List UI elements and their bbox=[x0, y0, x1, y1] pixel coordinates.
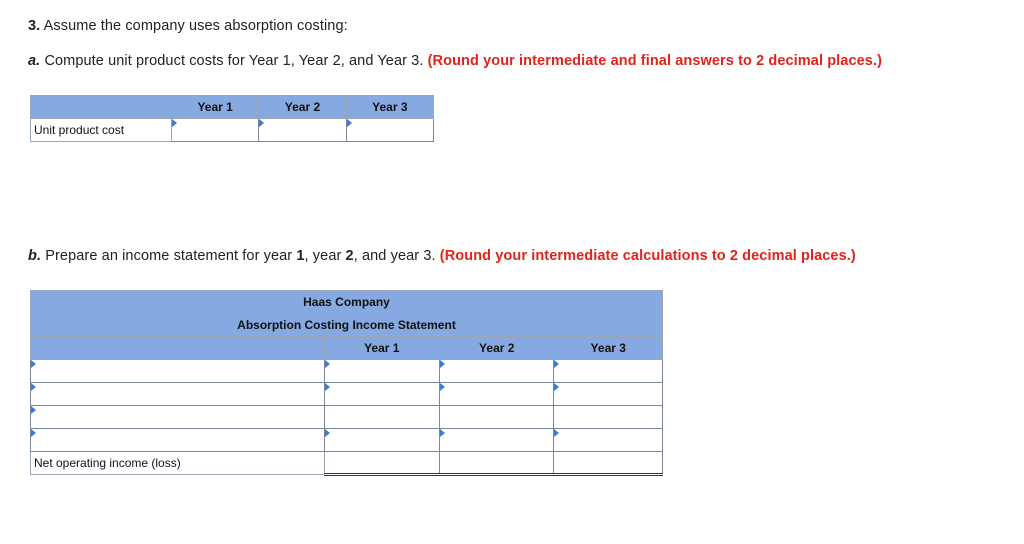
dropdown-marker-icon bbox=[31, 406, 36, 414]
part-a-rounding-note: (Round your intermediate and final answers to 2 decimal places.) bbox=[427, 53, 883, 69]
input-marker-icon bbox=[554, 429, 559, 437]
part-a-text: Compute unit product costs for Year 1, Year 2, and Year 3. bbox=[44, 53, 424, 69]
company-name: Haas Company bbox=[31, 291, 663, 314]
row1-year2-input[interactable] bbox=[440, 360, 554, 383]
line-item-select[interactable] bbox=[31, 406, 325, 429]
line-item-select[interactable] bbox=[31, 429, 325, 452]
unit-cost-table bbox=[30, 95, 434, 142]
table-a-corner bbox=[31, 96, 172, 119]
table-b-col-year2: Year 2 bbox=[440, 337, 554, 360]
part-b-year2: 2 bbox=[345, 248, 354, 264]
net-income-year3-field[interactable] bbox=[554, 455, 662, 471]
line-item-select[interactable] bbox=[31, 383, 325, 406]
table-a-col-year1: Year 1 bbox=[171, 96, 258, 119]
row1-year1-field[interactable] bbox=[325, 363, 439, 379]
input-marker-icon bbox=[440, 383, 445, 391]
row3-year1-field[interactable] bbox=[325, 409, 439, 425]
statement-title: Absorption Costing Income Statement bbox=[31, 314, 663, 337]
input-marker-icon bbox=[325, 360, 330, 368]
table-row bbox=[31, 429, 663, 452]
input-marker-icon bbox=[325, 429, 330, 437]
row3-year1-input[interactable] bbox=[324, 406, 439, 429]
row2-year2-input[interactable] bbox=[440, 383, 554, 406]
part-b-text-2: , year bbox=[304, 248, 346, 264]
input-marker-icon bbox=[347, 119, 352, 127]
row4-year3-field[interactable] bbox=[554, 432, 662, 448]
unit-cost-year3-input[interactable] bbox=[346, 119, 433, 142]
part-a-instruction bbox=[28, 53, 882, 69]
unit-cost-year3-field[interactable] bbox=[347, 122, 433, 138]
table-b-corner bbox=[31, 337, 325, 360]
input-marker-icon bbox=[440, 429, 445, 437]
dropdown-marker-icon bbox=[31, 429, 36, 437]
part-b-rounding-note: (Round your intermediate calculations to 2 decimal places.) bbox=[439, 248, 856, 264]
dropdown-marker-icon bbox=[31, 360, 36, 368]
row1-year2-field[interactable] bbox=[440, 363, 553, 379]
net-income-year2-field[interactable] bbox=[440, 455, 553, 471]
line-item-select[interactable] bbox=[31, 360, 325, 383]
part-b-label: b. bbox=[28, 248, 42, 264]
row3-year2-field[interactable] bbox=[440, 409, 553, 425]
part-b-text-3: , and year 3. bbox=[353, 248, 436, 264]
row1-year1-input[interactable] bbox=[324, 360, 439, 383]
unit-cost-year2-input[interactable] bbox=[259, 119, 346, 142]
part-b-text-1: Prepare an income statement for year bbox=[45, 248, 297, 264]
row3-year3-field[interactable] bbox=[554, 409, 662, 425]
net-income-year1-field[interactable] bbox=[325, 455, 439, 471]
question-heading-text: Assume the company uses absorption costing: bbox=[43, 18, 348, 34]
part-b-instruction bbox=[28, 248, 856, 264]
row2-year3-input[interactable] bbox=[554, 383, 663, 406]
unit-cost-year1-input[interactable] bbox=[171, 119, 258, 142]
row3-year2-input[interactable] bbox=[440, 406, 554, 429]
question-number: 3. bbox=[28, 18, 41, 34]
input-marker-icon bbox=[325, 383, 330, 391]
table-b-col-year1: Year 1 bbox=[324, 337, 439, 360]
row4-year2-input[interactable] bbox=[440, 429, 554, 452]
input-marker-icon bbox=[440, 360, 445, 368]
part-b-year1: 1 bbox=[296, 248, 305, 264]
row4-year1-input[interactable] bbox=[324, 429, 439, 452]
row2-year2-field[interactable] bbox=[440, 386, 553, 402]
row3-year3-input[interactable] bbox=[554, 406, 663, 429]
row1-year3-field[interactable] bbox=[554, 363, 662, 379]
table-a-col-year2: Year 2 bbox=[259, 96, 346, 119]
unit-cost-year2-field[interactable] bbox=[259, 122, 345, 138]
row1-year3-input[interactable] bbox=[554, 360, 663, 383]
income-statement-table bbox=[30, 290, 663, 476]
table-row bbox=[31, 406, 663, 429]
question-heading bbox=[28, 18, 348, 34]
table-row bbox=[31, 452, 663, 475]
input-marker-icon bbox=[554, 383, 559, 391]
table-b-col-year3: Year 3 bbox=[554, 337, 663, 360]
input-marker-icon bbox=[259, 119, 264, 127]
unit-product-cost-label: Unit product cost bbox=[31, 119, 172, 142]
row4-year2-field[interactable] bbox=[440, 432, 553, 448]
table-row bbox=[31, 383, 663, 406]
row4-year3-input[interactable] bbox=[554, 429, 663, 452]
net-income-year1-input[interactable] bbox=[324, 452, 439, 475]
input-marker-icon bbox=[172, 119, 177, 127]
input-marker-icon bbox=[554, 360, 559, 368]
row2-year1-field[interactable] bbox=[325, 386, 439, 402]
dropdown-marker-icon bbox=[31, 383, 36, 391]
row2-year1-input[interactable] bbox=[324, 383, 439, 406]
net-income-year3-input[interactable] bbox=[554, 452, 663, 475]
row4-year1-field[interactable] bbox=[325, 432, 439, 448]
table-row bbox=[31, 360, 663, 383]
net-income-year2-input[interactable] bbox=[440, 452, 554, 475]
table-a-col-year3: Year 3 bbox=[346, 96, 433, 119]
unit-cost-year1-field[interactable] bbox=[172, 122, 258, 138]
part-a-label: a. bbox=[28, 53, 41, 69]
row2-year3-field[interactable] bbox=[554, 386, 662, 402]
net-operating-income-label: Net operating income (loss) bbox=[31, 452, 325, 475]
